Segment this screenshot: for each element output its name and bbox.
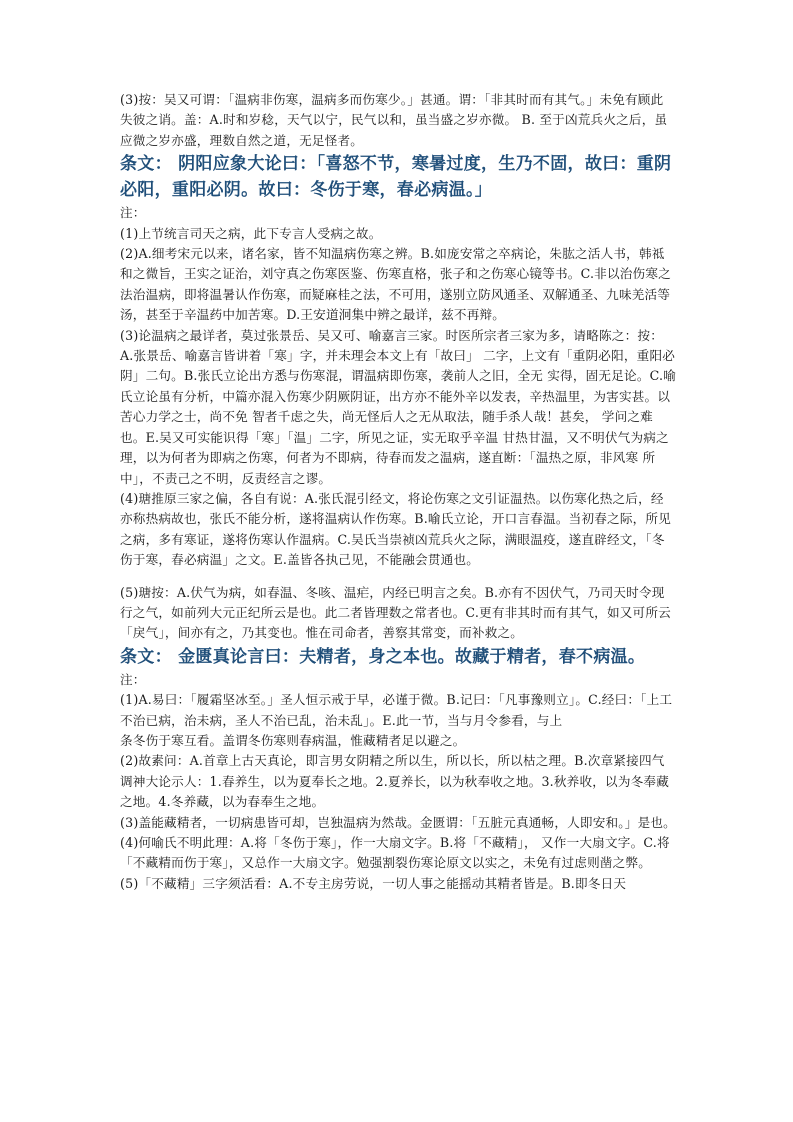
paragraph: 注：: [120, 205, 146, 221]
paragraph: (4)何喻氏不明此理：A.将「冬伤于寒」，作一大扇文字。B.将「不藏精」， 又作一大扇文字。C.将「不藏精而伤于寒」，又总作一大扇文字。勉强割裂伤寒论原文以实之，未免有过虑则凿之弊。: [120, 835, 670, 871]
paragraph: (1)上节统言司天之病，此下专言人受病之故。: [120, 225, 382, 241]
paragraph: 注：: [120, 671, 146, 687]
paragraph-gap: [120, 571, 676, 583]
paragraph: (1)A.易曰：「履霜坚冰至。」圣人恒示戒于早，必谨于微。B.记曰：「凡事豫则立」。C.经曰：「上工不治已病，治未病，圣人不治已乱，治未乱」。E.此一节，当与月令参看，与上: [120, 692, 673, 728]
document-page: [120, 90, 676, 894]
paragraph: (3)按：吴又可谓：「温病非伤寒，温病多而伤寒少。」甚通。谓：「非其时而有其气。」未免有顾此失彼之诮。盖：A.时和岁稔，天气以宁，民气以和，虽当盛之岁亦微。 B. 至于凶荒兵火之后，虽应微之岁亦盛，理数自然之道，无足怪者。: [120, 92, 668, 148]
article-heading: 条文： 金匮真论言曰：夫精者，身之本也。故藏于精者，春不病温。: [120, 646, 646, 667]
paragraph: 条冬伤于寒互看。盖谓冬伤寒则春病温，惟藏精者足以避之。: [120, 732, 466, 748]
paragraph: (5)「不藏精」三字须活看：A.不专主房劳说，一切人事之能摇动其精者皆是。B.即冬日天: [120, 875, 627, 891]
paragraph: (5)瑭按：A.伏气为病，如春温、冬咳、温疟，内经已明言之矣。B.亦有不因伏气，乃司天时令现行之气，如前列大元正纪所云是也。此二者皆理数之常者也。C.更有非其时而有其气，如又可所云「戾气」，间亦有之，乃其变也。惟在司命者，善察其常变，而补救之。: [120, 584, 671, 641]
article-heading: 条文： 阴阳应象大论曰：「喜怒不节，寒暑过度，生乃不固，故曰：重阴必阳，重阳必阴。故曰：冬伤于寒，春必病温。」: [120, 154, 672, 201]
paragraph: (2)A.细考宋元以来，诸名家，皆不知温病伤寒之辨。B.如庞安常之卒病论，朱肱之活人书，韩祗和之微旨，王实之证治，刘守真之伤寒医鉴、伤寒直格，张子和之伤寒心镜等书。C.非以治伤寒之法治温病，即将温暑认作伤寒，而疑麻桂之法，不可用，遂别立防风通圣、双解通圣、九味羌活等汤，甚至于辛温药中加苦寒。D.王安道泂集中辨之最详，兹不再辩。: [120, 246, 671, 323]
paragraph: (2)故素问：A.首章上古天真论，即言男女阴精之所以生，所以长，所以枯之理。B.次章紧接四气调神大论示人：1.春养生，以为夏奉长之地。2.夏养长，以为秋奉收之地。3.秋养收，以为冬奉藏之地。4.冬养藏，以为春奉生之地。: [120, 753, 669, 810]
paragraph: (3)盖能藏精者，一切病患皆可却，岂独温病为然哉。金匮谓：「五脏元真通畅，人即安和。」是也。: [120, 814, 676, 830]
paragraph: (4)瑭推原三家之偏，各自有说：A.张氏混引经文，将论伤寒之文引证温热。以伤寒化热之后，经亦称热病故也，张氏不能分析，遂将温病认作伤寒。B.喻氏立论，开口言春温。当初春之际，所见之病，多有寒证，遂将伤寒认作温病。C.吴氏当崇祯凶荒兵火之际，满眼温疫，遂直辟经文，「冬伤于寒，春必病温」之文。E.盖皆各执己见，不能融会贯通也。: [120, 490, 671, 568]
paragraph: (3)论温病之最详者，莫过张景岳、吴又可、喻嘉言三家。时医所宗者三家为多，请略陈之：按：A.张景岳、喻嘉言皆讲着「寒」字，并未理会本文上有「故曰」 二字，上文有「重阴必阳，重阳必阴」二句。B.张氏立论出方悉与伤寒混，谓温病即伤寒，袭前人之旧，全无 实得，固无足论。C.喻氏立论虽有分析，中篇亦混入伤寒少阴厥阴证，出方亦不能外辛以发表，辛热温里，为害实甚。以苦心力学之士，尚不免 智者千虑之失，尚无怪后人之无从取法，随手杀人哉！甚矣， 学问之难也。E.吴又可实能识得「寒」「温」二字，所见之证，实无取乎辛温 甘热甘温，又不明伏气为病之理，以为何者为即病之伤寒，何者为不即病，待春而发之温病，遂直断：「温热之原，非风寒 所中」，不责己之不明，反责经言之谬。: [120, 327, 676, 486]
